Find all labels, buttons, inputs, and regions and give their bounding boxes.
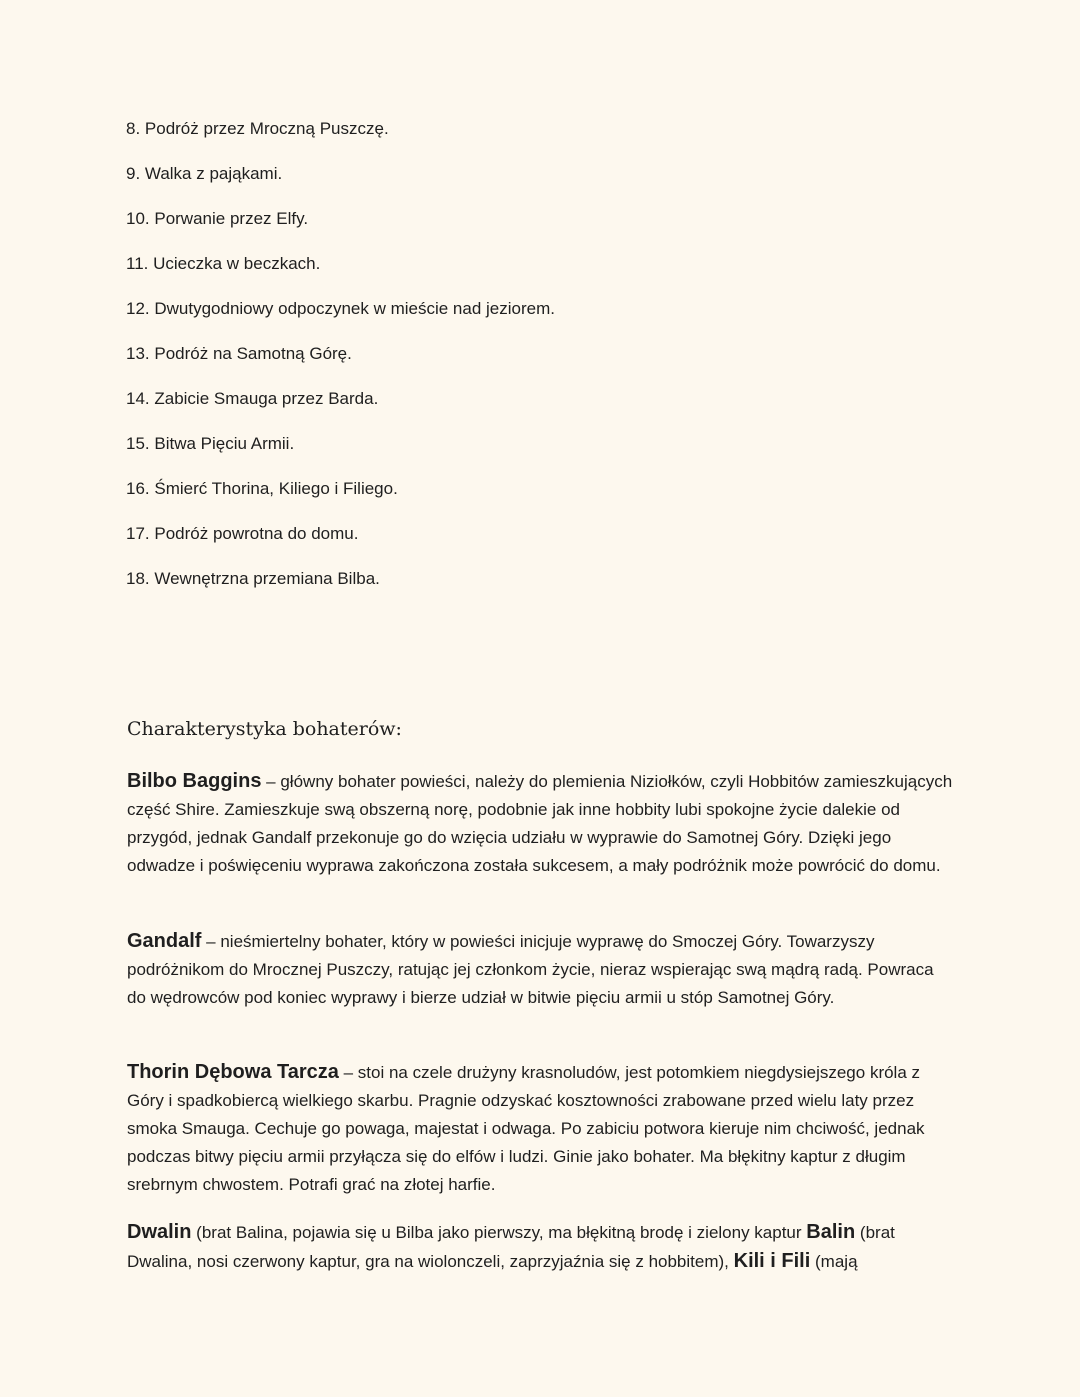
character-name-dwalin: Dwalin bbox=[127, 1221, 192, 1243]
list-item: 17. Podróż powrotna do domu. bbox=[126, 524, 359, 543]
character-name-gandalf: Gandalf bbox=[127, 930, 202, 952]
section-heading: Charakterystyka bohaterów: bbox=[127, 718, 402, 740]
list-item: 13. Podróż na Samotną Górę. bbox=[126, 344, 352, 363]
list-item: 8. Podróż przez Mroczną Puszczę. bbox=[126, 119, 389, 138]
character-description-thorin: – stoi na czele drużyny krasnoludów, jest potomkiem niegdysiejszego króla z Góry i spadkobiercą wielkiego skarbu. Pragnie odzyskać kosztowności zrabowane przed wielu laty przez smoka Smauga. Cechuje go powaga, majestat i odwaga. Po zabiciu potwora kieruje nim chciwość, jednak podczas bitwy pięciu armii przyłącza się do elfów i ludzi. Ginie jako bohater. Ma błękitny kaptur z długim srebrnym chwostem. Potrafi grać na złotej harfie. bbox=[127, 1063, 925, 1194]
character-thorin-paragraph bbox=[127, 1058, 957, 1199]
character-name-thorin: Thorin Dębowa Tarcza bbox=[127, 1061, 339, 1083]
plot-events-list bbox=[126, 116, 555, 611]
character-description-balin: (brat Dwalina, nosi czerwony kaptur, gra na wiolonczeli, zaprzyjaźnia się z hobbitem), bbox=[127, 1223, 895, 1271]
list-item: 14. Zabicie Smauga przez Barda. bbox=[126, 389, 379, 408]
list-item: 11. Ucieczka w beczkach. bbox=[126, 254, 321, 273]
list-item: 9. Walka z pająkami. bbox=[126, 164, 283, 183]
list-item: 12. Dwutygodniowy odpoczynek w mieście nad jeziorem. bbox=[126, 299, 555, 318]
character-gandalf-paragraph bbox=[127, 927, 957, 1012]
character-description-kili-fili: (mają bbox=[810, 1252, 858, 1271]
character-name-bilbo: Bilbo Baggins bbox=[127, 770, 262, 792]
character-description-bilbo: – główny bohater powieści, należy do plemienia Niziołków, czyli Hobbitów zamieszkujących część Shire. Zamieszkuje swą obszerną norę, podobnie jak inne hobbity lubi spokojne życie dalekie od przygód, jednak Gandalf przekonuje go do wzięcia udziału w wyprawie do Samotnej Góry. Dzięki jego odwadze i poświęceniu wyprawa zakończona została sukcesem, a mały podróżnik może powrócić do domu. bbox=[127, 772, 953, 875]
character-dwarves-paragraph bbox=[127, 1218, 957, 1276]
character-description-gandalf: – nieśmiertelny bohater, który w powieści inicjuje wyprawę do Smoczej Góry. Towarzyszy podróżnikom do Mrocznej Puszczy, ratując jej członkom życie, nieraz wspierając swą mądrą radą. Powraca do wędrowców pod koniec wyprawy i bierze udział w bitwie pięciu armii u stóp Samotnej Góry. bbox=[127, 932, 934, 1007]
list-item: 18. Wewnętrzna przemiana Bilba. bbox=[126, 569, 380, 588]
character-bilbo-paragraph bbox=[127, 767, 957, 880]
list-item: 16. Śmierć Thorina, Kiliego i Filiego. bbox=[126, 479, 398, 498]
list-item: 15. Bitwa Pięciu Armii. bbox=[126, 434, 295, 453]
character-name-balin: Balin bbox=[806, 1221, 856, 1243]
list-item: 10. Porwanie przez Elfy. bbox=[126, 209, 309, 228]
character-name-kili-fili: Kili i Fili bbox=[733, 1250, 811, 1272]
character-description-dwalin: (brat Balina, pojawia się u Bilba jako pierwszy, ma błękitną brodę i zielony kaptur bbox=[191, 1223, 807, 1242]
